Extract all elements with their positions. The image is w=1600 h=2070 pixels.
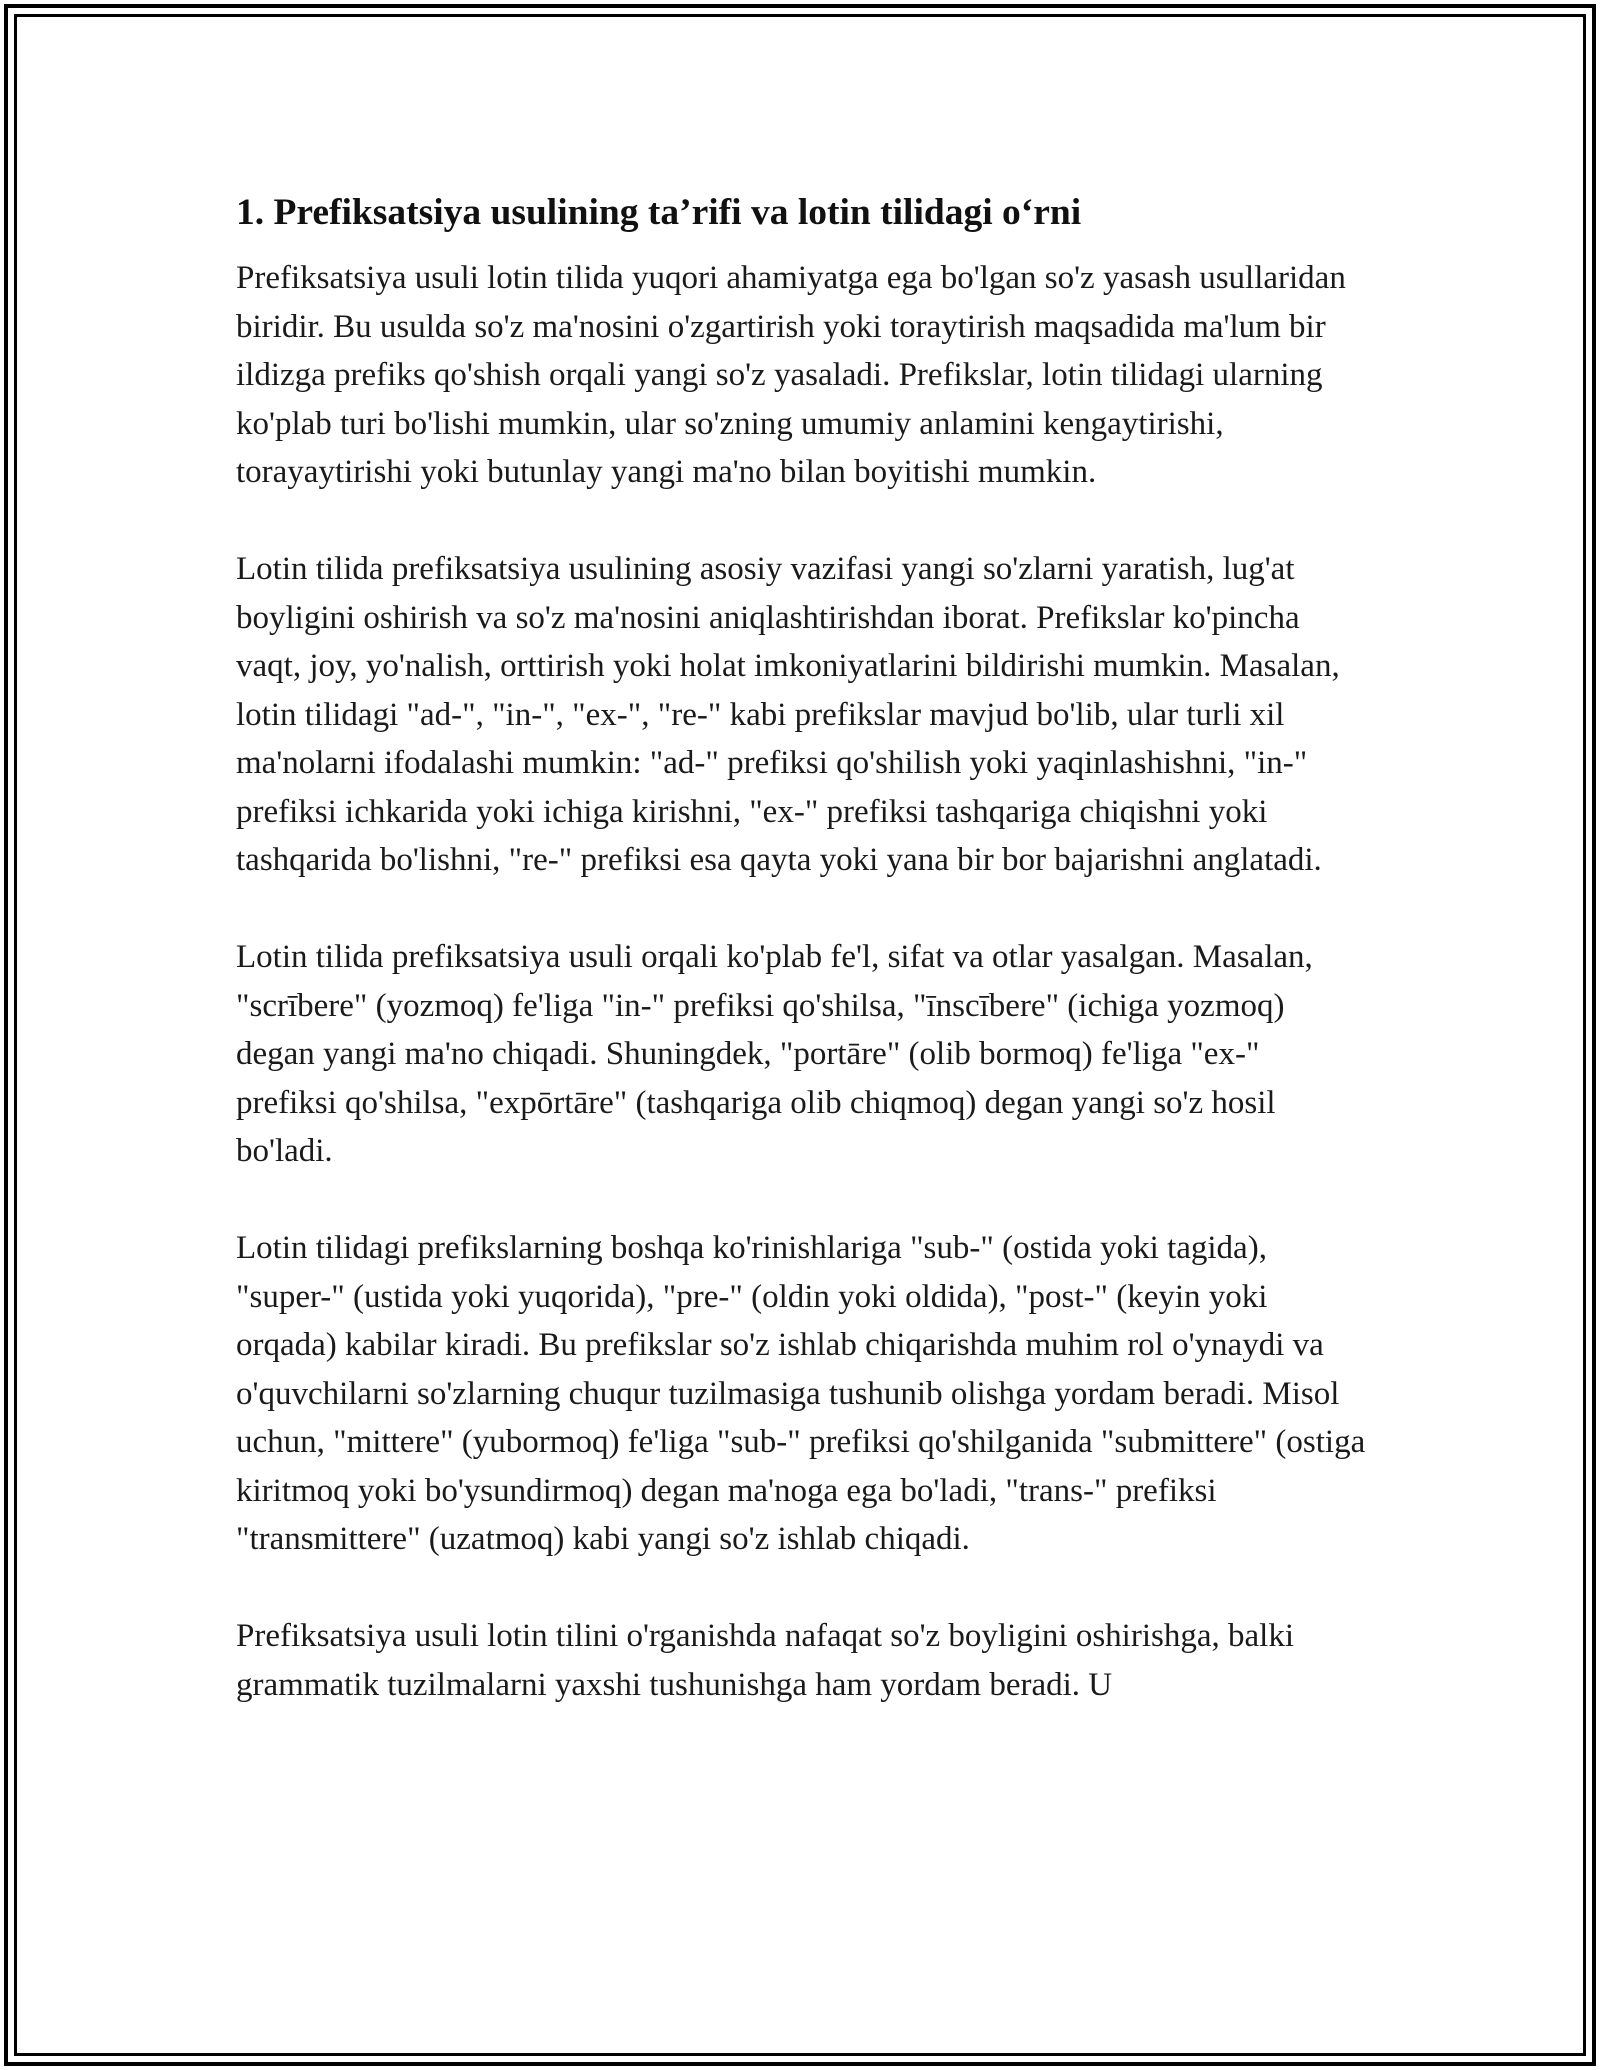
paragraph-4: Lotin tilidagi prefikslarning boshqa ko'rinishlariga "sub-" (ostida yoki tagida), "super-" (ustida yoki yuqorida), "pre-" (oldin yoki oldida), "post-" (keyin yoki orqada) kabilar kiradi. Bu prefikslar so'z ishlab chiqarishda muhim rol o'ynaydi va o'quvchilarni so'zlarning chuqur tuzilmasiga tushunib olishga yordam beradi. Misol uchun, "mittere" (yubormoq) fe'liga "sub-" prefiksi qo'shilganida "submittere" (ostiga kiritmoq yoki bo'ysundirmoq) degan ma'noga ega bo'ladi, "trans-" prefiksi "transmittere" (uzatmoq) kabi yangi so'z ishlab chiqadi.: [236, 1230, 1366, 1557]
paragraph-3: Lotin tilida prefiksatsiya usuli orqali ko'plab fe'l, sifat va otlar yasalgan. Masalan, "scrībere" (yozmoq) fe'liga "in-" prefiksi qo'shilsa, "īnscībere" (ichiga yozmoq) degan yangi ma'no chiqadi. Shuningdek, "portāre" (olib bormoq) fe'liga "ex-" prefiksi qo'shilsa, "expōrtāre" (tashqariga olib chiqmoq) degan yangi so'z hosil bo'ladi.: [236, 939, 1313, 1169]
document-body: [236, 186, 1366, 1758]
paragraph-1: Prefiksatsiya usuli lotin tilida yuqori ahamiyatga ega bo'lgan so'z yasash usullaridan biridir. Bu usulda so'z ma'nosini o'zgartirish yoki toraytirish maqsadida ma'lum bir ildizga prefiks qo'shish orqali yangi so'z yasaladi. Prefikslar, lotin tilidagi ularning ko'plab turi bo'lishi mumkin, ular so'zning umumiy anlamini kengaytirishi, torayaytirishi yoki butunlay yangi ma'no bilan boyitishi mumkin.: [236, 260, 1346, 490]
paragraph-2: Lotin tilida prefiksatsiya usulining asosiy vazifasi yangi so'zlarni yaratish, lug'at boyligini oshirish va so'z ma'nosini aniqlashtirishdan iborat. Prefikslar ko'pincha vaqt, joy, yo'nalish, orttirish yoki holat imkoniyatlarini bildirishi mumkin. Masalan, lotin tilidagi "ad-", "in-", "ex-", "re-" kabi prefikslar mavjud bo'lib, ular turli xil ma'nolarni ifodalashi mumkin: "ad-" prefiksi qo'shilish yoki yaqinlashishni, "in-" prefiksi ichkarida yoki ichiga kirishni, "ex-" prefiksi tashqariga chiqishni yoki tashqarida bo'lishni, "re-" prefiksi esa qayta yoki yana bir bor bajarishni anglatadi.: [236, 551, 1340, 878]
section-heading: 1. Prefiksatsiya usulining ta’rifi va lotin tilidagi o‘rni: [236, 192, 1082, 233]
paragraph-5: Prefiksatsiya usuli lotin tilini o'rganishda nafaqat so'z boyligini oshirishga, balki grammatik tuzilmalarni yaxshi tushunishga ham yordam beradi. U: [236, 1618, 1294, 1703]
